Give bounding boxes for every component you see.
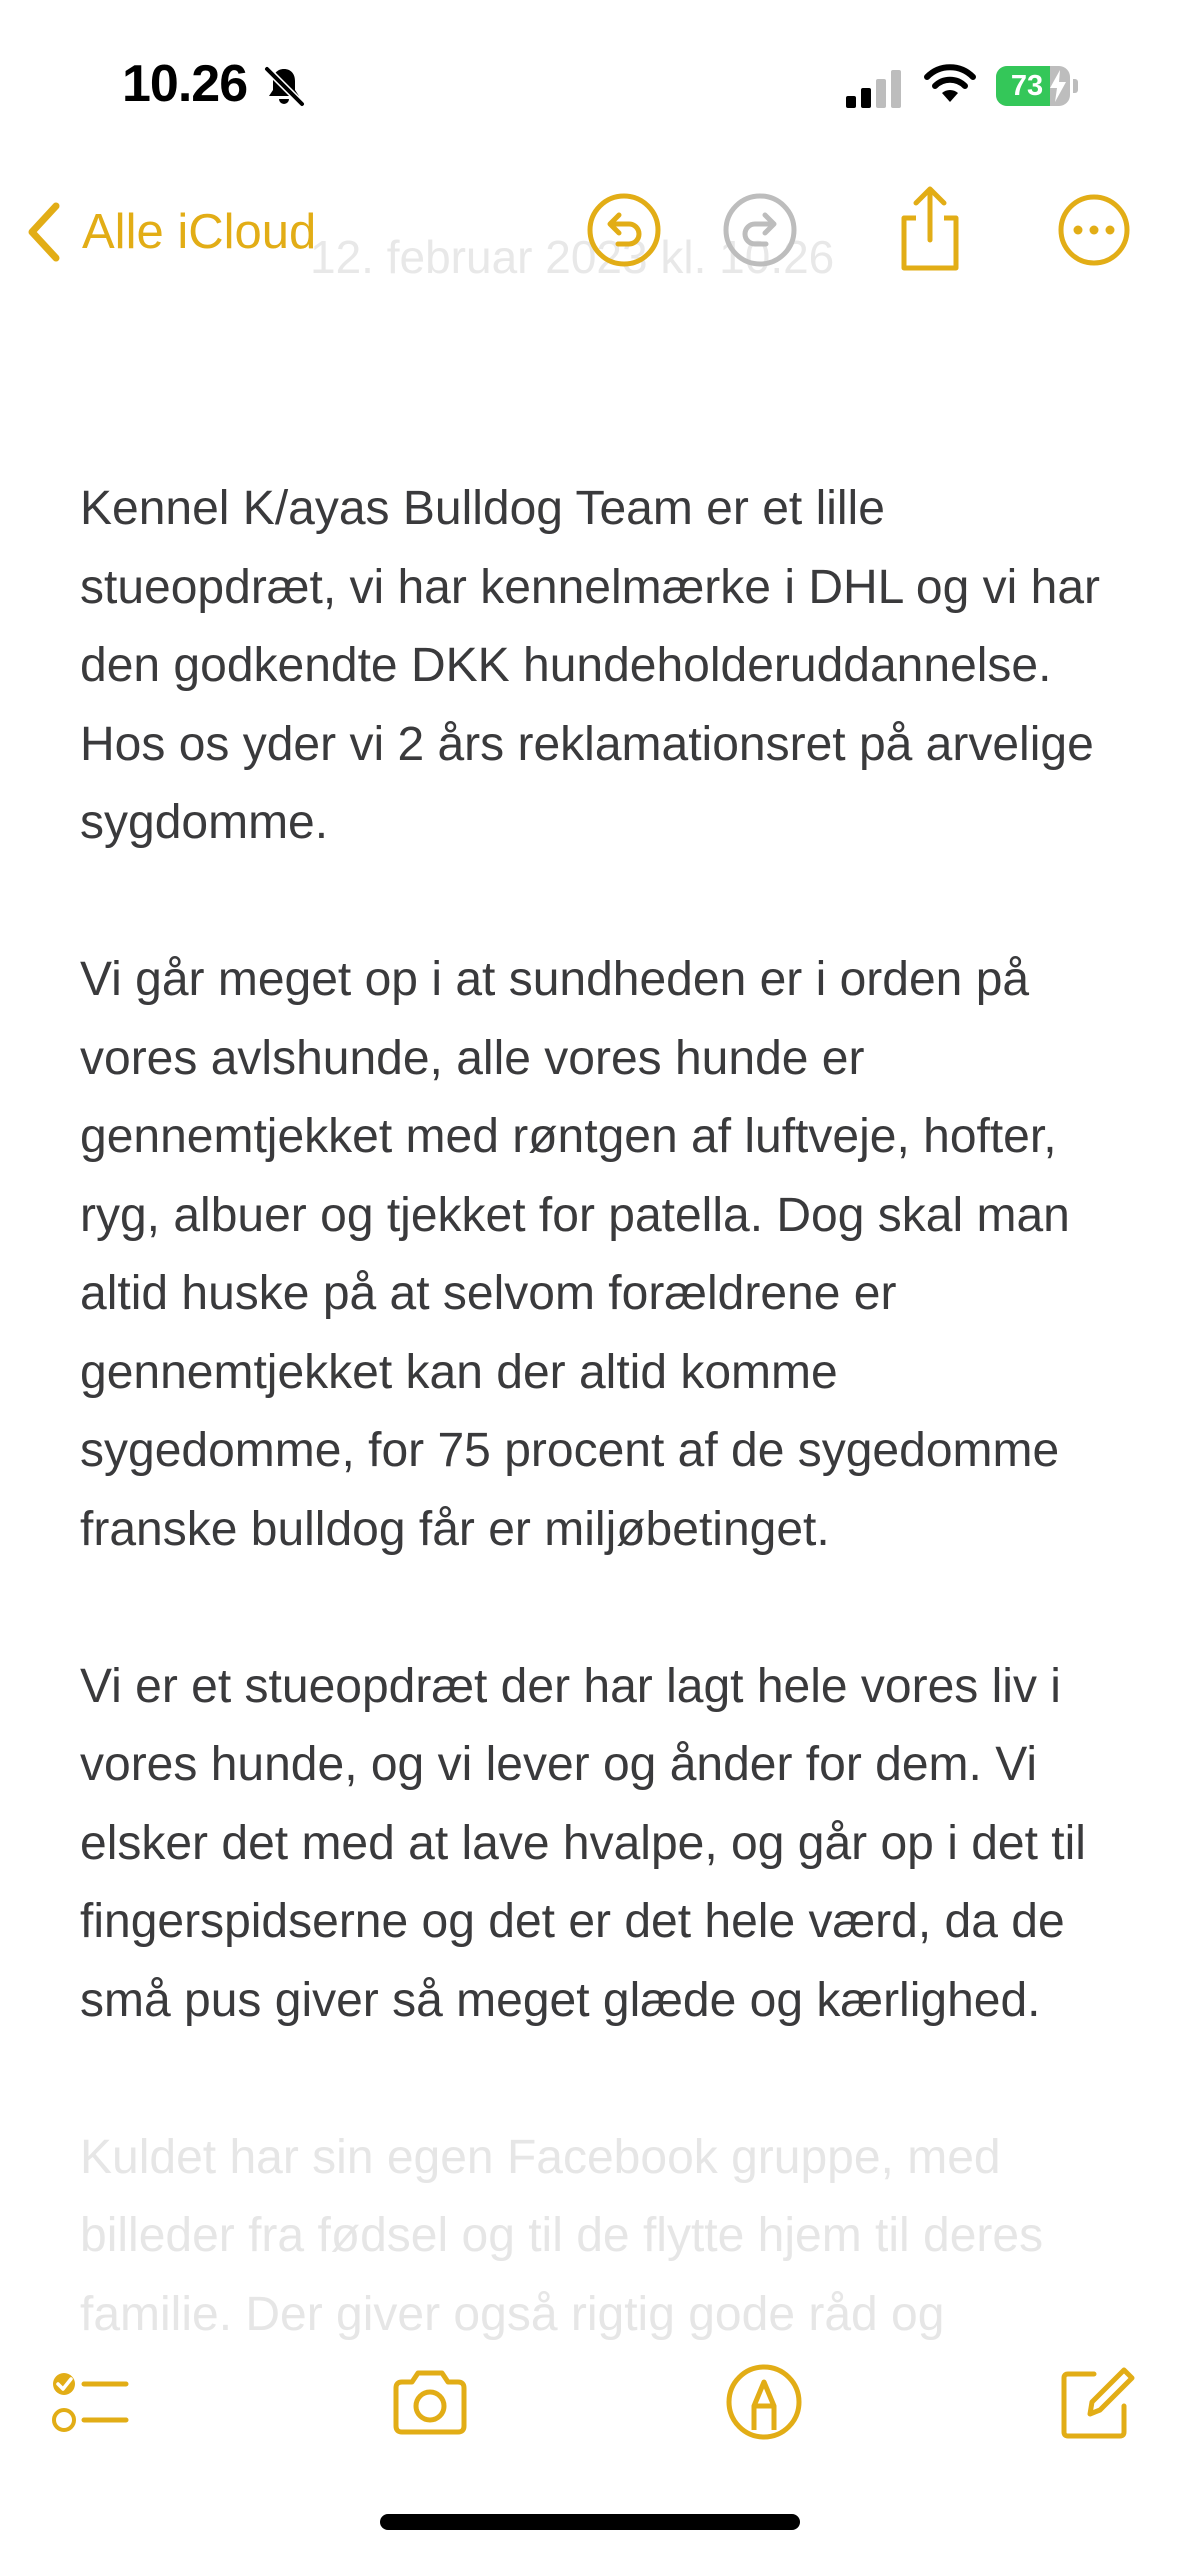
wifi-icon bbox=[922, 62, 978, 106]
note-paragraph: Vi er et stueopdræt der har lagt hele vores liv i vores hunde, og vi lever og ånder for dem. Vi elsker det med at lave hvalpe, og går op i det til fingerspidserne og det er det hele værd, da de små pus giver så meget glæde og kærlighed. bbox=[80, 1659, 1086, 2027]
checklist-icon[interactable] bbox=[48, 2360, 132, 2444]
battery-icon bbox=[996, 66, 1078, 106]
note-line: Hos os yder vi 2 års reklamationsret på arvelige sygdomme. bbox=[80, 717, 1094, 849]
note-line: Kennel K/ayas Bulldog Team er et lille stueopdræt, vi har kennelmærke i DHL og vi har den godkendte DKK hundeholderuddannelse. bbox=[80, 482, 1100, 692]
share-icon[interactable] bbox=[890, 184, 970, 274]
note-toolbar bbox=[0, 150, 1179, 310]
cellular-signal-icon bbox=[846, 68, 906, 108]
bell-slash-icon bbox=[262, 64, 306, 108]
status-time: 10.26 bbox=[122, 55, 248, 113]
compose-icon[interactable] bbox=[1054, 2360, 1138, 2444]
note-paragraph bbox=[80, 470, 1120, 863]
chevron-left-icon bbox=[22, 200, 66, 264]
charging-bolt-icon bbox=[1048, 70, 1068, 102]
back-label: Alle iCloud bbox=[82, 205, 317, 259]
note-paragraph: Vi går meget op i at sundheden er i orden på vores avlshunde, alle vores hunde er gennemtjekket med røntgen af luftveje, hofter, ryg, albuer og tjekket for patella. Dog skal man altid huske på at selvom forældrene er gennemtjekket kan der altid komme sygedomme, for 75 procent af de sygedomme franske bulldog får er miljøbetinget. bbox=[80, 953, 1070, 1556]
markup-icon[interactable] bbox=[722, 2360, 806, 2444]
note-date: 12. februar 2023 kl. 10.26 bbox=[310, 231, 835, 283]
back-button[interactable] bbox=[22, 192, 316, 272]
note-paragraph-faded: Kuldet har sin egen Facebook gruppe, med billeder fra fødsel og til de flytte hjem til deres familie. Der giver også rigtig gode råd og bbox=[80, 2130, 1044, 2341]
battery-percent: 73 bbox=[1010, 70, 1044, 102]
status-bar bbox=[0, 0, 1179, 150]
camera-icon[interactable] bbox=[388, 2360, 472, 2444]
home-indicator[interactable] bbox=[380, 2514, 800, 2530]
redo-icon[interactable] bbox=[720, 190, 800, 270]
note-body[interactable] bbox=[80, 470, 1120, 2354]
more-icon[interactable] bbox=[1054, 190, 1134, 270]
bottom-toolbar bbox=[0, 2340, 1179, 2460]
undo-icon[interactable] bbox=[584, 190, 664, 270]
